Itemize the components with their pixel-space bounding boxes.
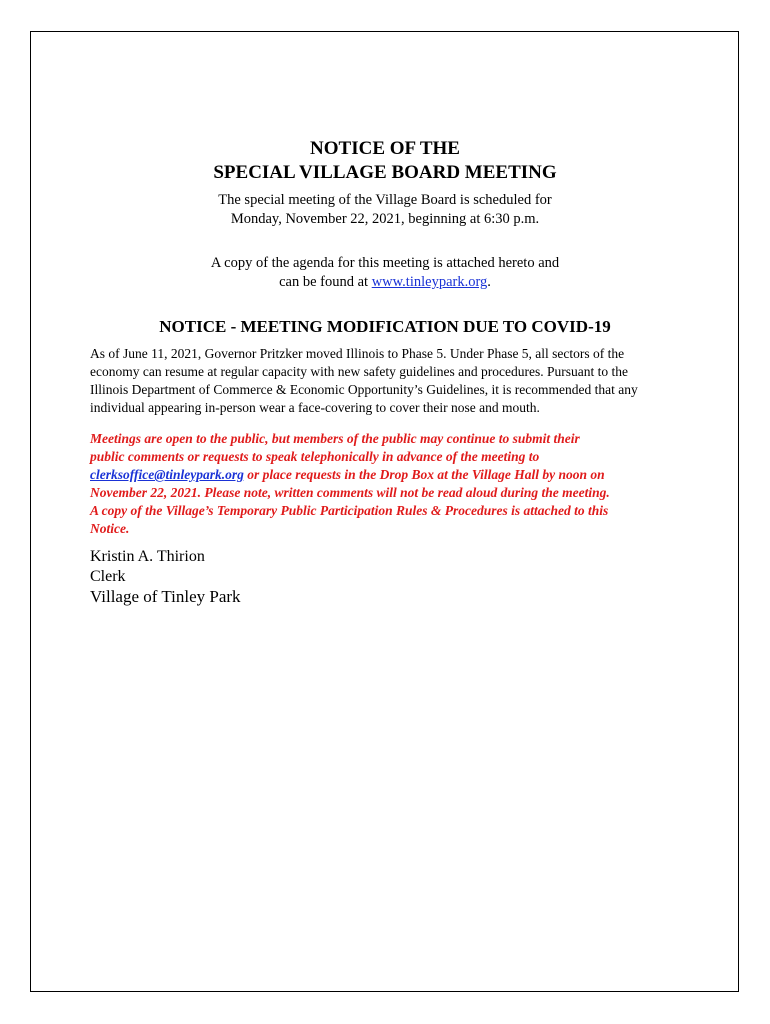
website-link[interactable]: www.tinleypark.org xyxy=(371,274,488,290)
public-notice-line5: A copy of the Village’s Temporary Public Participation Rules & Procedures is attached to this xyxy=(90,503,609,518)
public-participation-notice xyxy=(90,430,690,538)
signature-block xyxy=(90,547,241,607)
clerk-email-link[interactable]: clerksoffice@tinleypark.org xyxy=(90,467,244,482)
public-notice-line3-suffix: or place requests in the Drop Box at the Village Hall by noon on xyxy=(243,467,605,482)
public-notice-line4: November 22, 2021. Please note, written comments will not be read aloud during the meeting. xyxy=(90,485,610,500)
public-notice-line6: Notice. xyxy=(90,521,130,536)
covid-heading: NOTICE - MEETING MODIFICATION DUE TO COVID-19 xyxy=(159,317,611,336)
signature-role: Clerk xyxy=(90,568,126,585)
covid-line: economy can resume at regular capacity with new safety guidelines and procedures. Pursuant to the xyxy=(90,364,628,379)
schedule-text xyxy=(0,191,770,229)
covid-line: Illinois Department of Commerce & Economic Opportunity’s Guidelines, it is recommended that any xyxy=(90,382,638,397)
schedule-line2: Monday, November 22, 2021, beginning at 6:30 p.m. xyxy=(230,211,540,227)
agenda-text xyxy=(0,254,770,292)
notice-title-line1: NOTICE OF THE xyxy=(310,138,460,159)
schedule-line1: The special meeting of the Village Board is scheduled for xyxy=(218,192,552,208)
covid-body xyxy=(90,345,690,417)
signature-organization: Village of Tinley Park xyxy=(90,587,241,606)
agenda-line1: A copy of the agenda for this meeting is attached hereto and xyxy=(210,255,560,271)
public-notice-line1: Meetings are open to the public, but members of the public may continue to submit their xyxy=(90,431,580,446)
public-notice-line3 xyxy=(90,466,690,484)
public-notice-line2: public comments or requests to speak telephonically in advance of the meeting to xyxy=(90,449,540,464)
signature-name: Kristin A. Thirion xyxy=(90,548,205,565)
agenda-line2-prefix: can be found at xyxy=(279,274,372,290)
covid-line: individual appearing in-person wear a face-covering to cover their nose and mouth. xyxy=(90,400,540,415)
notice-title-line2: SPECIAL VILLAGE BOARD MEETING xyxy=(213,162,557,183)
notice-title xyxy=(0,137,770,185)
covid-line: As of June 11, 2021, Governor Pritzker moved Illinois to Phase 5. Under Phase 5, all sectors of the xyxy=(90,346,625,361)
agenda-line2 xyxy=(0,273,770,292)
agenda-line2-suffix: . xyxy=(487,274,491,290)
